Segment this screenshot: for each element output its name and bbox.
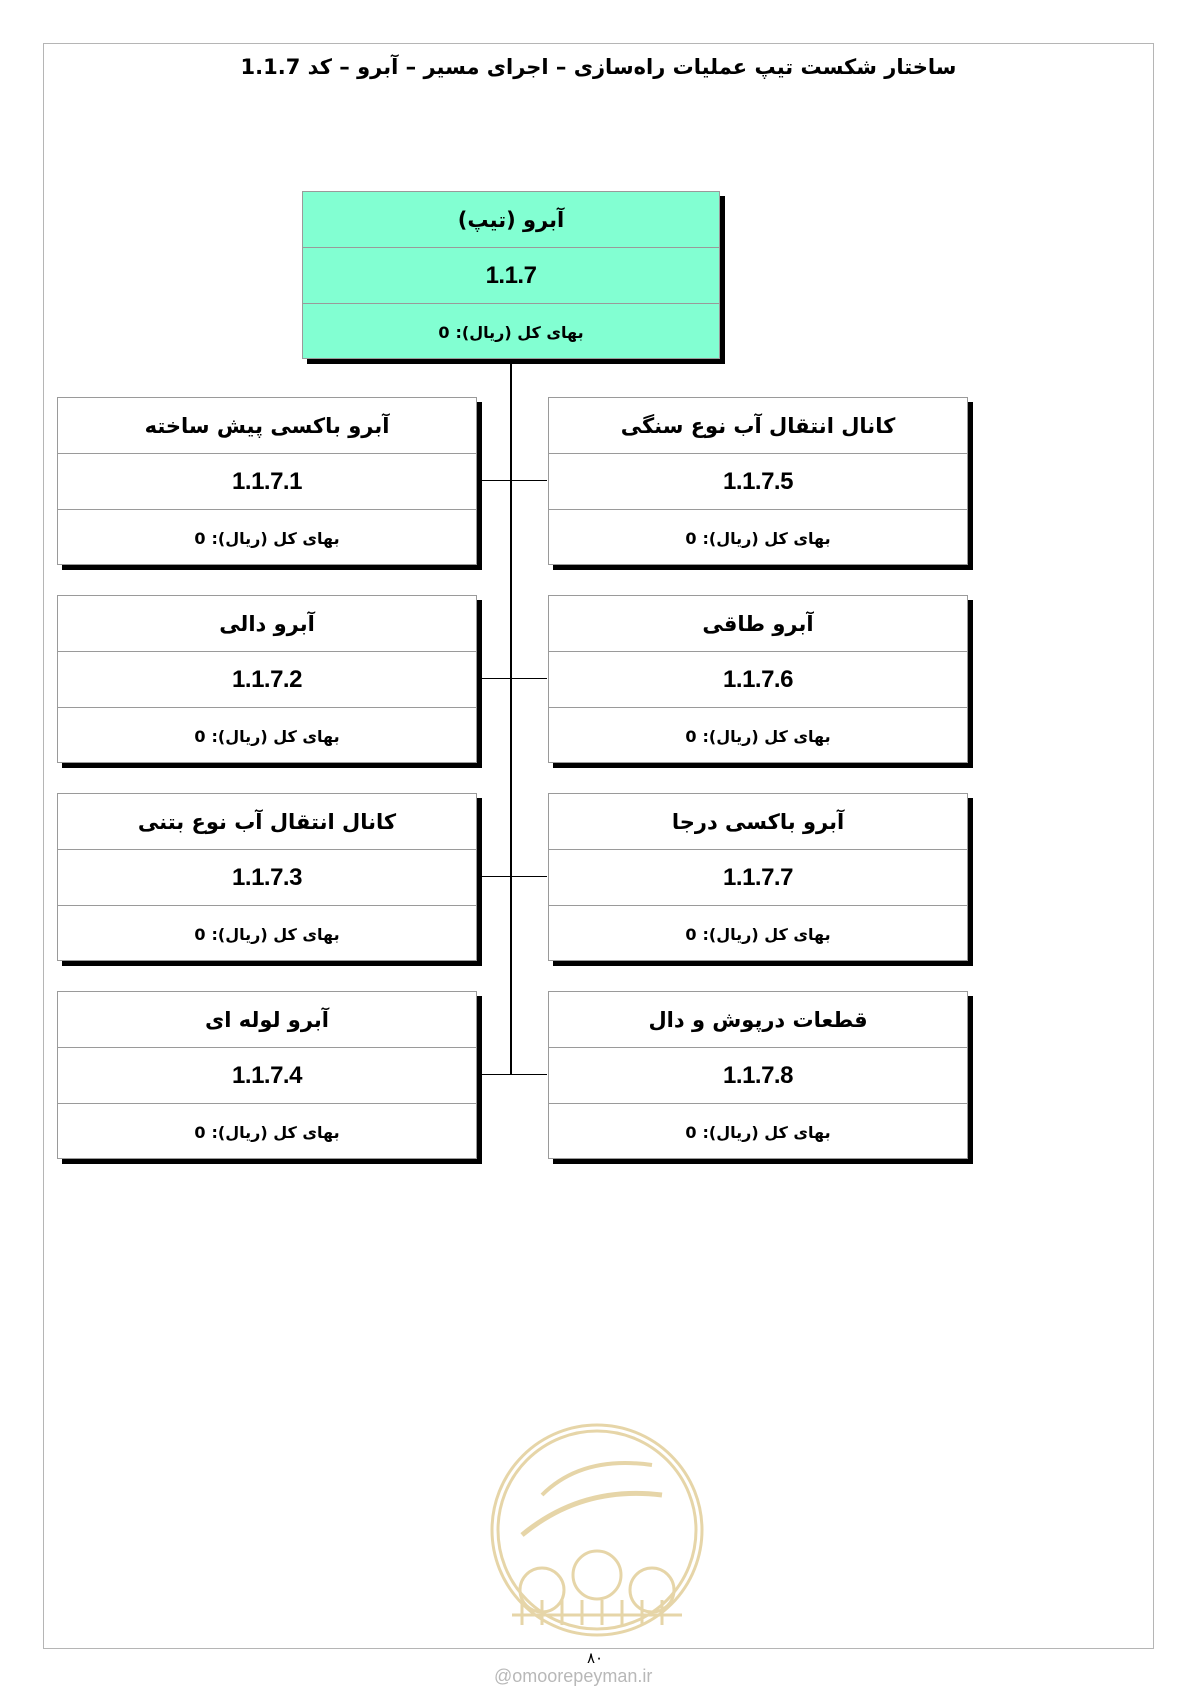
child-node-code: 1.1.7.6 [723, 665, 793, 693]
child-node-cost-value: 0 [685, 528, 697, 548]
child-node-cost-value: 0 [194, 1122, 206, 1142]
child-node-6[interactable] [548, 595, 968, 763]
child-node-cost-value: 0 [685, 726, 697, 746]
root-node-code: 1.1.7 [485, 261, 537, 289]
child-node-code: 1.1.7.3 [232, 863, 302, 891]
root-node-cost-value: 0 [438, 322, 450, 342]
connector-row-4 [477, 1074, 547, 1075]
child-node-name: آبرو طاقی [702, 611, 814, 636]
child-node-code: 1.1.7.8 [723, 1061, 793, 1089]
child-node-cost-label: بهای کل (ریال): [702, 528, 831, 548]
child-node-name: آبرو لوله ای [205, 1007, 329, 1032]
child-node-3[interactable] [57, 793, 477, 961]
page-title: ساختار شکست تیپ عملیات راه‌سازی – اجرای مسیر – آبرو – کد 1.1.7 [240, 55, 957, 79]
child-node-cost-label: بهای کل (ریال): [211, 924, 340, 944]
child-node-name: قطعات درپوش و دال [648, 1007, 868, 1032]
child-node-code: 1.1.7.4 [232, 1061, 302, 1089]
child-node-cost-value: 0 [194, 924, 206, 944]
child-node-code: 1.1.7.1 [232, 467, 302, 495]
child-node-cost-label: بهای کل (ریال): [211, 1122, 340, 1142]
child-node-2[interactable] [57, 595, 477, 763]
child-node-name: کانال انتقال آب نوع بتنی [137, 809, 397, 834]
child-node-name: آبرو باکسی درجا [671, 809, 845, 834]
child-node-name: آبرو باکسی پیش ساخته [144, 413, 390, 438]
child-node-5[interactable] [548, 397, 968, 565]
child-node-cost-value: 0 [194, 726, 206, 746]
child-node-cost-label: بهای کل (ریال): [211, 528, 340, 548]
child-node-7[interactable] [548, 793, 968, 961]
child-node-4[interactable] [57, 991, 477, 1159]
child-node-cost-value: 0 [685, 924, 697, 944]
omoorepeyman-seal-logo-icon [482, 1415, 712, 1645]
child-node-cost-value: 0 [685, 1122, 697, 1142]
child-node-cost-label: بهای کل (ریال): [211, 726, 340, 746]
child-node-name: آبرو دالی [219, 611, 315, 636]
root-node-cost-label: بهای کل (ریال): [455, 322, 584, 342]
root-node[interactable] [302, 191, 720, 359]
page-number: ۸۰ [586, 1649, 604, 1667]
child-node-cost-value: 0 [194, 528, 206, 548]
connector-row-3 [477, 876, 547, 877]
site-watermark: @omoorepeyman.ir [494, 1666, 653, 1686]
child-node-8[interactable] [548, 991, 968, 1159]
child-node-code: 1.1.7.5 [723, 467, 793, 495]
root-node-name: آبرو (تیپ) [457, 207, 565, 232]
connector-row-2 [477, 678, 547, 679]
child-node-1[interactable] [57, 397, 477, 565]
child-node-code: 1.1.7.2 [232, 665, 302, 693]
child-node-cost-label: بهای کل (ریال): [702, 924, 831, 944]
child-node-code: 1.1.7.7 [723, 863, 793, 891]
child-node-cost-label: بهای کل (ریال): [702, 1122, 831, 1142]
connector-row-1 [477, 480, 547, 481]
child-node-cost-label: بهای کل (ریال): [702, 726, 831, 746]
connector-trunk [510, 364, 512, 1075]
child-node-name: کانال انتقال آب نوع سنگی [620, 413, 896, 438]
